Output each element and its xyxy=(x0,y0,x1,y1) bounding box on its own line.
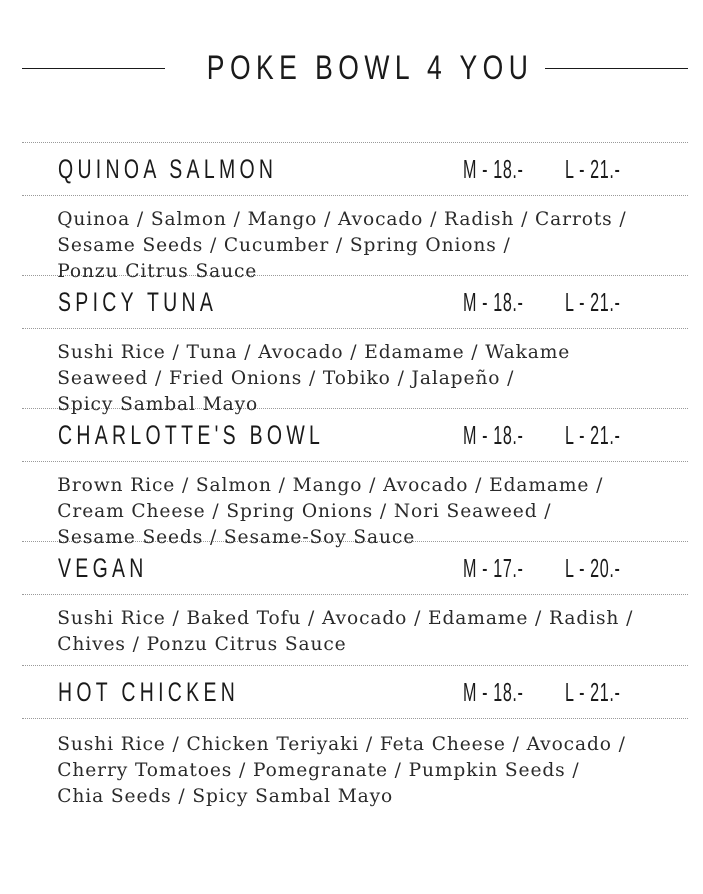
menu-item-header xyxy=(22,276,688,328)
menu-item-name: HOT CHICKEN xyxy=(58,677,240,707)
description-line: Sushi Rice / Tuna / Avocado / Edamame / Wakame xyxy=(57,341,571,363)
price-large: L - 21.- xyxy=(565,420,621,450)
menu-item-name: CHARLOTTE'S BOWL xyxy=(58,420,325,450)
menu-item-name: SPICY TUNA xyxy=(58,287,218,317)
price-large: L - 21.- xyxy=(565,677,621,707)
description-line: Cherry Tomatoes / Pomegranate / Pumpkin Seeds / xyxy=(57,759,580,781)
description-line: Ponzu Citrus Sauce xyxy=(57,260,258,282)
menu-item-description xyxy=(22,462,675,548)
menu-item-header xyxy=(22,542,688,594)
menu-item-header xyxy=(22,143,688,195)
menu-item-name: QUINOA SALMON xyxy=(58,154,278,184)
price-medium: M - 18.- xyxy=(463,420,524,450)
menu-item-description xyxy=(22,595,675,665)
description-line: Chia Seeds / Spicy Sambal Mayo xyxy=(57,785,394,807)
menu-item-description xyxy=(22,196,675,282)
price-medium: M - 18.- xyxy=(463,677,524,707)
description-line: Sesame Seeds / Sesame-Soy Sauce xyxy=(57,526,416,548)
description-line: Seaweed / Fried Onions / Tobiko / Jalapeño / xyxy=(57,367,515,389)
menu-item-header xyxy=(22,409,688,461)
menu-item-description xyxy=(22,329,675,415)
description-line: Quinoa / Salmon / Mango / Avocado / Radish / Carrots / xyxy=(57,208,627,230)
description-line: Spicy Sambal Mayo xyxy=(57,393,259,415)
header-rule-left xyxy=(22,68,165,69)
price-large: L - 21.- xyxy=(565,287,621,317)
description-line: Brown Rice / Salmon / Mango / Avocado / Edamame / xyxy=(57,474,604,496)
description-line: Cream Cheese / Spring Onions / Nori Seaweed / xyxy=(57,500,552,522)
menu-item-header xyxy=(22,666,688,718)
menu-header xyxy=(0,42,703,98)
description-line: Sushi Rice / Chicken Teriyaki / Feta Cheese / Avocado / xyxy=(57,733,626,755)
menu-list xyxy=(22,142,688,815)
price-large: L - 21.- xyxy=(565,154,621,184)
description-line: Sesame Seeds / Cucumber / Spring Onions / xyxy=(57,234,511,256)
description-line: Chives / Ponzu Citrus Sauce xyxy=(57,633,347,655)
menu-title: POKE BOWL 4 YOU xyxy=(206,49,534,87)
price-medium: M - 18.- xyxy=(463,154,524,184)
menu-item-name: VEGAN xyxy=(58,553,148,583)
menu-item-description xyxy=(22,719,675,815)
header-rule-right xyxy=(545,68,688,69)
price-medium: M - 18.- xyxy=(463,287,524,317)
description-line: Sushi Rice / Baked Tofu / Avocado / Edamame / Radish / xyxy=(57,607,634,629)
price-medium: M - 17.- xyxy=(463,553,524,583)
price-large: L - 20.- xyxy=(565,553,621,583)
